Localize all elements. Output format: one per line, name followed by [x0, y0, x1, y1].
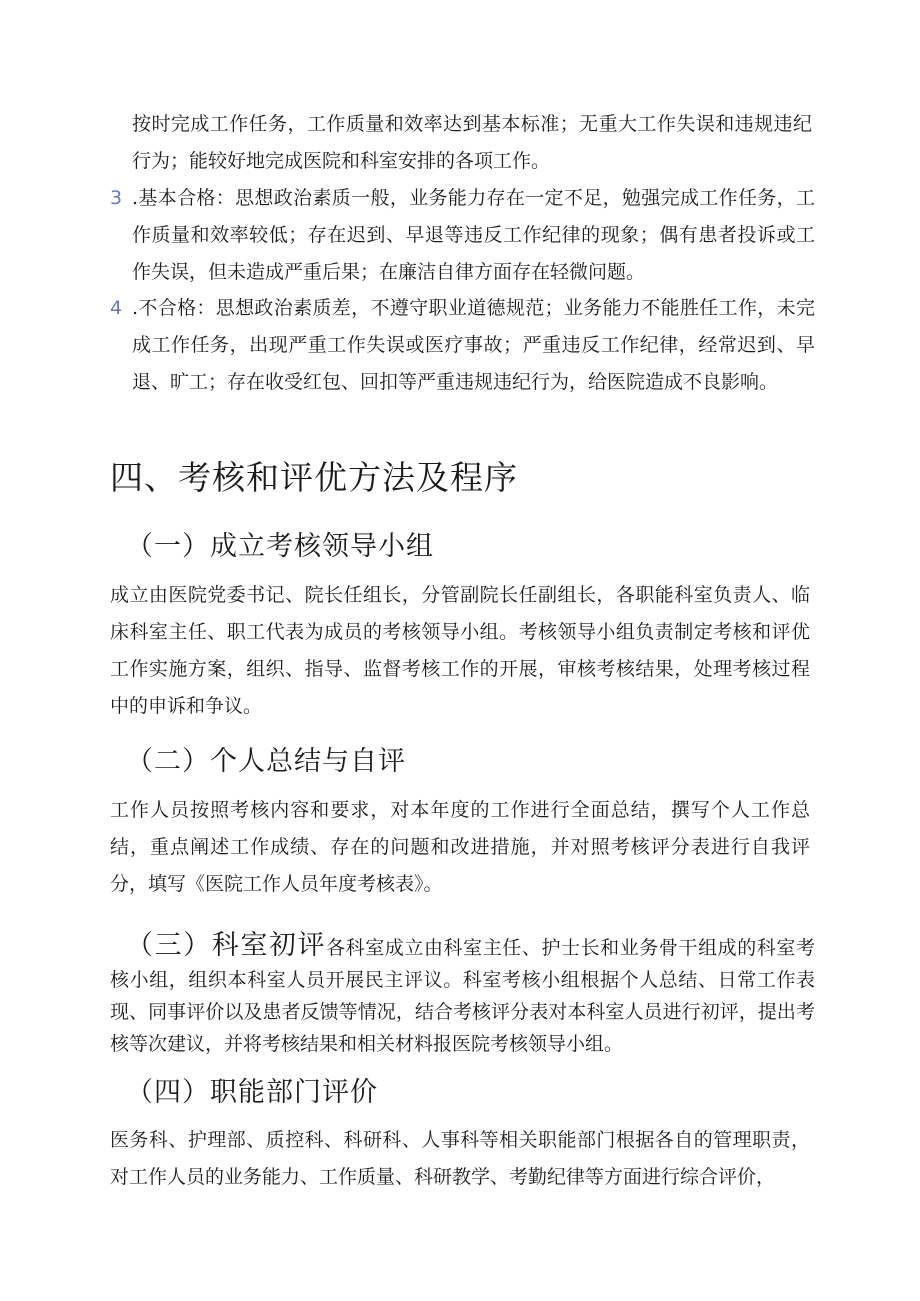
list-text: .基本合格：思想政治素质一般，业务能力存在一定不足，勉强完成工作任务，工作质量和效率较低；存在迟到、早退等违反工作纪律的现象；偶有患者投诉或工作失误，但未造成严重后果；在廉洁自律方面存在轻微问题。 [132, 187, 815, 283]
body-paragraph: 医务科、护理部、质控科、科研科、人事科等相关职能部门根据各自的管理职责，对工作人员的业务能力、工作质量、科研教学、考勤纪律等方面进行综合评价， [110, 1129, 810, 1188]
inline-section [110, 930, 815, 1060]
list-item [110, 180, 815, 291]
continued-paragraph: 按时完成工作任务，工作质量和效率达到基本标准；无重大工作失误和违规违纪行为；能较好地完成医院和科室安排的各项工作。 [132, 113, 812, 172]
body-paragraph: 各科室成立由科室主任、护士长和业务骨干组成的科室考核小组，组织本科室人员开展民主评议。科室考核小组根据个人总结、日常工作表现、同事评价以及患者反馈等情况，结合考核评分表对本科室人员进行初评，提出考核等次建议，并将考核结果和相关材料报医院考核领导小组。 [110, 937, 815, 1055]
list-number: 4 [110, 297, 123, 319]
list-text: .不合格：思想政治素质差，不遵守职业道德规范；业务能力不能胜任工作，未完成工作任务，出现严重工作失误或医疗事故；严重违反工作纪律，经常迟到、早退、旷工；存在收受红包、回扣等严重违规违纪行为，给医院造成不良影响。 [132, 297, 815, 393]
section-heading: 四、考核和评优方法及程序 [110, 458, 518, 497]
list-number: 3 [110, 187, 123, 209]
list-item [110, 290, 815, 401]
subsection-heading: （一）成立考核领导小组 [126, 531, 434, 562]
body-paragraph: 工作人员按照考核内容和要求，对本年度的工作进行全面总结，撰写个人工作总结，重点阐述工作成绩、存在的问题和改进措施，并对照考核评分表进行自我评分，填写《医院工作人员年度考核表》。 [110, 799, 810, 895]
body-paragraph: 成立由医院党委书记、院长任组长，分管副院长任副组长，各职能科室负责人、临床科室主任、职工代表为成员的考核领导小组。考核领导小组负责制定考核和评优工作实施方案，组织、指导、监督考核工作的开展，审核考核结果，处理考核过程中的申诉和争议。 [110, 584, 810, 717]
subsection-heading: （二）个人总结与自评 [126, 746, 406, 777]
subsection-heading: （四）职能部门评价 [126, 1077, 378, 1108]
subsection-heading: （三）科室初评 [126, 930, 327, 961]
